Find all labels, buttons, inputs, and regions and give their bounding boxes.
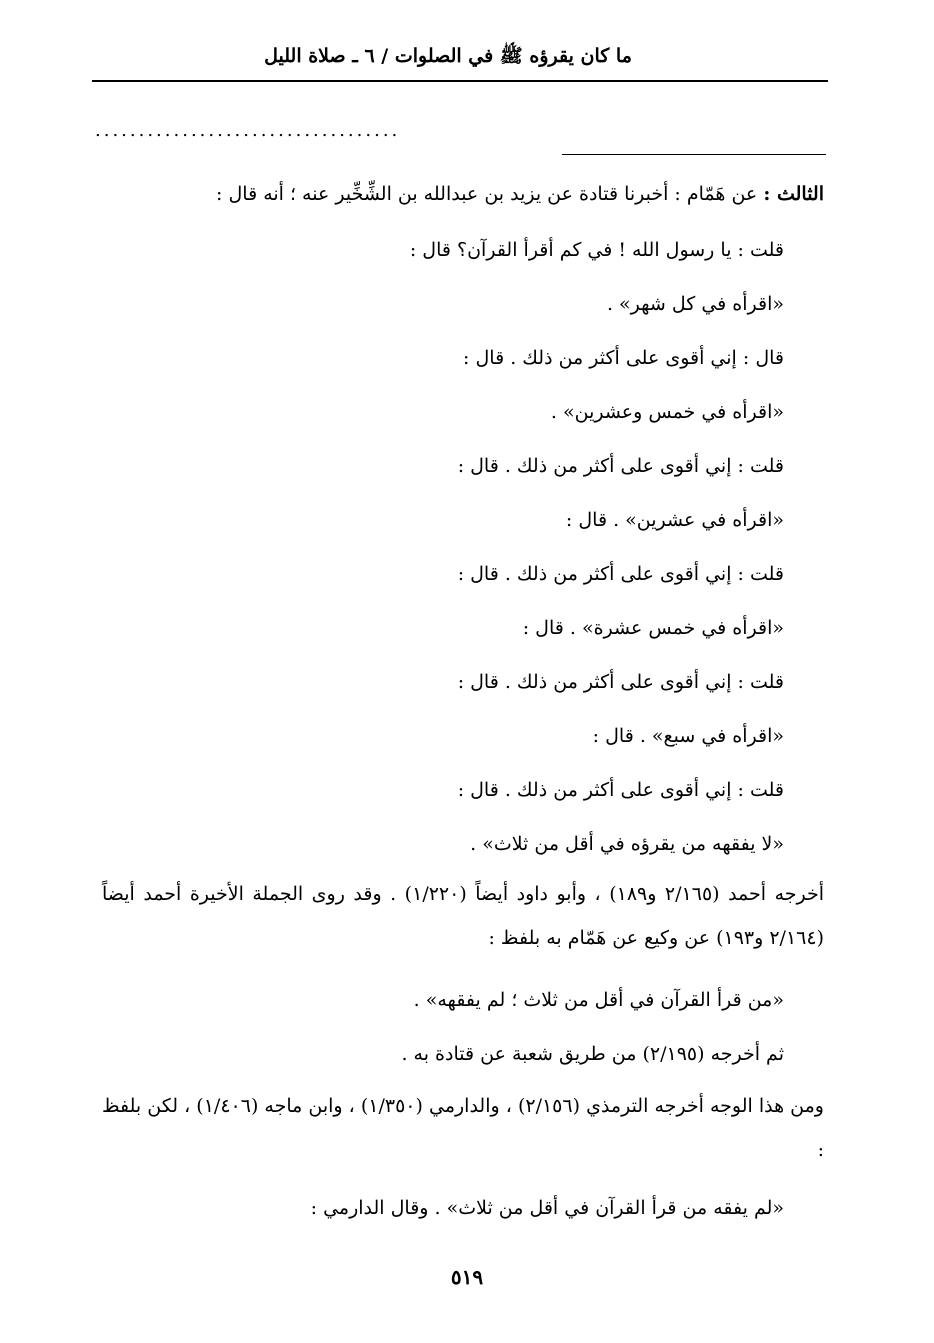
dialogue-line: قال : إني أقوى على أكثر من ذلك . قال : [463,347,784,369]
dialogue-line: قلت : يا رسول الله ! في كم أقرأ القرآن؟ قال : [409,239,784,261]
dialogue-line: قلت : إني أقوى على أكثر من ذلك . قال : [457,779,784,801]
header-rule [92,80,828,82]
dialogue-line: «اقرأه في خمس وعشرين» . [550,401,784,423]
dialogue-line: «لا يفقهه من يقرؤه في أقل من ثلاث» . [470,833,784,855]
chain-of-narration: عن هَمّام : أخبرنا قتادة عن يزيد بن عبدالله بن الشِّخِّير عنه ؛ أنه قال : [216,183,758,205]
running-title: ما كان يقرؤه ﷺ في الصلوات / ٦ ـ صلاة الليل [264,45,632,67]
takhrij-line: ثم أخرجه (٢/١٩٥) من طريق شعبة عن قتادة به . [401,1043,784,1065]
section-rule [562,154,826,155]
dialogue-line: قلت : إني أقوى على أكثر من ذلك . قال : [457,671,784,693]
dialogue-line: قلت : إني أقوى على أكثر من ذلك . قال : [457,455,784,477]
dialogue-line: «اقرأه في عشرين» . قال : [565,509,784,531]
page-number: ٥١٩ [450,1265,484,1289]
takhrij-paragraph: أخرجه أحمد (٢/١٦٥ و١٨٩) ، وأبو داود أيضاً (١/٢٢٠) . وقد روى الجملة الأخيرة أحمد أيضاً (٢/١٦٤ و١٩٣) عن وكيع عن هَمّام به بلفظ : [102,883,825,949]
quoted-hadith: «لم يفقه من قرأ القرآن في أقل من ثلاث» . وقال الدارمي : [310,1197,784,1219]
first-line [216,180,824,208]
quoted-hadith: «من قرأ القرآن في أقل من ثلاث ؛ لم يفقهه» . [413,989,784,1011]
section-label: الثالث : [763,183,824,205]
dialogue-line: «اقرأه في خمس عشرة» . قال : [522,617,784,639]
dialogue-line: قلت : إني أقوى على أكثر من ذلك . قال : [457,563,784,585]
dialogue-line: «اقرأه في سبع» . قال : [592,725,784,747]
dotted-continuation: ................................... [95,120,401,141]
takhrij-paragraph: ومن هذا الوجه أخرجه الترمذي (٢/١٥٦) ، والدارمي (١/٣٥٠) ، وابن ماجه (١/٤٠٦) ، لكن بلفظ : [102,1095,824,1161]
dialogue-line: «اقرأه في كل شهر» . [606,293,784,315]
